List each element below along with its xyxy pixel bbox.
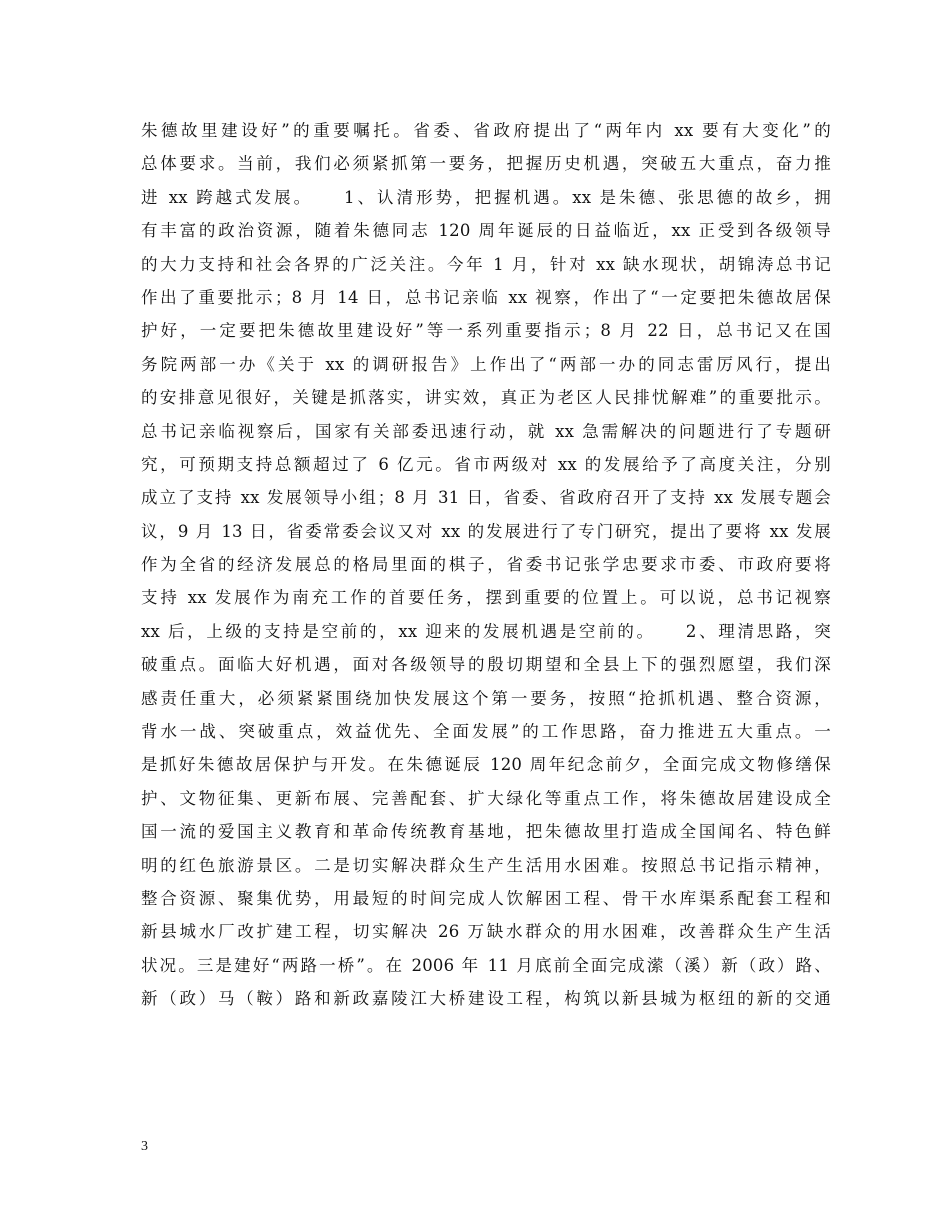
text-line: 背水一战、突破重点，效益优先、全面发展”的工作思路，奋力推进五大重点。一 [141, 722, 831, 742]
text-line: 整合资源、聚集优势，用最短的时间完成人饮解困工程、骨干水库渠系配套工程和 [141, 888, 831, 908]
text-line: 护、文物征集、更新布展、完善配套、扩大绿化等重点工作，将朱德故居建设成全 [141, 788, 831, 808]
text-line: 作出了重要批示；8 月 14 日，总书记亲临 xx 视察，作出了“一定要把朱德故居保 [141, 287, 831, 307]
text-line: 的安排意见很好，关键是抓落实，讲实效，真正为老区人民排忧解难”的重要批示。 [141, 388, 831, 408]
text-line: 支持 xx 发展作为南充工作的首要任务，摆到重要的位置上。可以说，总书记视察 [141, 588, 831, 608]
text-line: 护好，一定要把朱德故里建设好”等一系列重要指示；8 月 22 日，总书记又在国 [141, 321, 831, 341]
text-line: 国一流的爱国主义教育和革命传统教育基地，把朱德故里打造成全国闻名、特色鲜 [141, 822, 831, 842]
text-line: 是抓好朱德故居保护与开发。在朱德诞辰 120 周年纪念前夕，全面完成文物修缮保 [141, 755, 831, 775]
text-line: 有丰富的政治资源，随着朱德同志 120 周年诞辰的日益临近，xx 正受到各级领导 [141, 221, 831, 241]
text-line: 新（政）马（鞍）路和新政嘉陵江大桥建设工程，构筑以新县城为枢纽的新的交通 [141, 989, 831, 1009]
text-line: 进 xx 跨越式发展。 1、认清形势，把握机遇。xx 是朱德、张思德的故乡，拥 [141, 187, 831, 207]
text-line: 成立了支持 xx 发展领导小组；8 月 31 日，省委、省政府召开了支持 xx 发展专题会 [141, 488, 831, 508]
text-line: 总书记亲临视察后，国家有关部委迅速行动，就 xx 急需解决的问题进行了专题研 [141, 421, 831, 441]
text-line: 务院两部一办《关于 xx 的调研报告》上作出了“两部一办的同志雷厉风行，提出 [141, 354, 831, 374]
page-number: 3 [141, 1139, 148, 1154]
text-line: 新县城水厂改扩建工程，切实解决 26 万缺水群众的用水困难，改善群众生产生活 [141, 922, 831, 942]
text-line: 的大力支持和社会各界的广泛关注。今年 1 月，针对 xx 缺水现状，胡锦涛总书记 [141, 254, 831, 274]
text-line: 朱德故里建设好”的重要嘱托。省委、省政府提出了“两年内 xx 要有大变化”的 [141, 121, 831, 140]
text-line: 究，可预期支持总额超过了 6 亿元。省市两级对 xx 的发展给予了高度关注，分别 [141, 454, 831, 474]
text-line: 明的红色旅游景区。二是切实解决群众生产生活用水困难。按照总书记指示精神， [141, 855, 831, 875]
text-line: 状况。三是建好“两路一桥”。在 2006 年 11 月底前全面完成潆（溪）新（政）路、 [141, 955, 831, 975]
text-line: xx 后，上级的支持是空前的，xx 迎来的发展机遇是空前的。 2、理清思路，突 [141, 621, 831, 641]
text-line: 破重点。面临大好机遇，面对各级领导的殷切期望和全县上下的强烈愿望，我们深 [141, 655, 831, 675]
body-text [141, 114, 831, 1016]
text-line: 感责任重大，必须紧紧围绕加快发展这个第一要务，按照“抢抓机遇、整合资源， [141, 688, 831, 708]
text-line: 议，9 月 13 日，省委常委会议又对 xx 的发展进行了专门研究，提出了要将 xx 发展 [141, 521, 831, 541]
text-line: 总体要求。当前，我们必须紧抓第一要务，把握历史机遇，突破五大重点，奋力推 [141, 154, 831, 174]
text-line: 作为全省的经济发展总的格局里面的棋子，省委书记张学忠要求市委、市政府要将 [141, 555, 831, 575]
